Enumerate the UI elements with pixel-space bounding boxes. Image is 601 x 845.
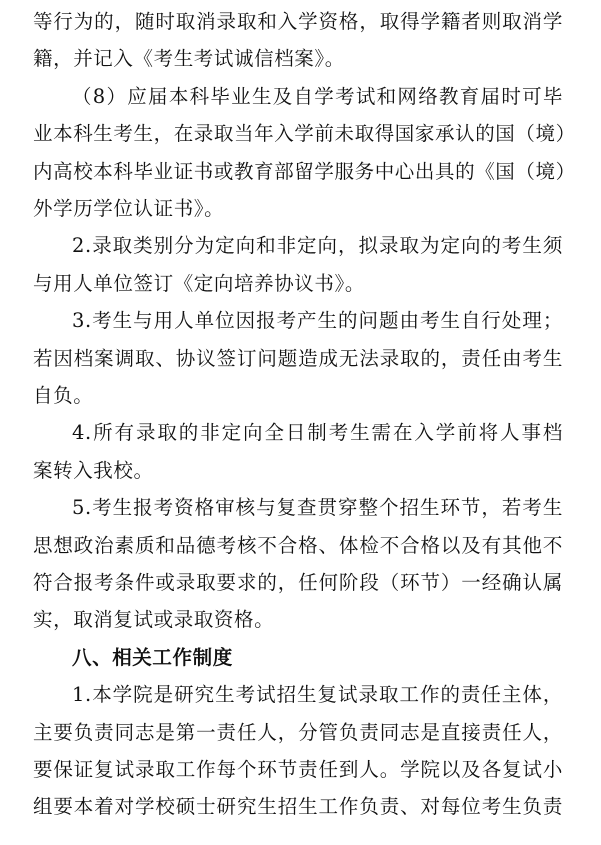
text-line: 等行为的，随时取消录取和入学资格，取得学籍者则取消学 [33,10,563,33]
text-line: 与用人单位签订《定向培养协议书》。 [33,271,365,295]
text-line: 3.考生与用人单位因报考产生的问题由考生自行处理； [72,309,563,333]
text-line: 思想政治素质和品德考核不合格、体检不合格以及有其他不 [33,533,563,557]
text-line: 内高校本科毕业证书或教育部留学服务中心出具的《国（境） [33,159,576,183]
text-line: 主要负责同志是第一责任人，分管负责同志是直接责任人， [33,720,563,744]
text-line: 外学历学位认证书》。 [33,197,225,220]
text-line: 案转入我校。 [33,458,154,482]
text-line: 业本科生考生，在录取当年入学前未取得国家承认的国（境） [33,122,576,146]
text-line: 4.所有录取的非定向全日制考生需在入学前将人事档 [72,421,563,445]
text-line: 要保证复试录取工作每个环节责任到人。学院以及各复试小 [33,758,563,781]
text-line: 籍，并记入《考生考试诚信档案》。 [33,47,345,71]
text-line: 1.本学院是研究生考试招生复试录取工作的责任主体， [72,683,563,707]
text-line: 5.考生报考资格审核与复查贯穿整个招生环节，若考生 [72,496,563,520]
text-line: 组要本着对学校硕士研究生招生工作负责、对每位考生负责 [33,795,563,819]
text-line: 符合报考条件或录取要求的，任何阶段（环节）一经确认属 [33,571,563,594]
text-line: 若因档案调取、协议签订问题造成无法录取的，责任由考生 [33,346,563,370]
text-line: 自负。 [33,384,94,407]
text-line: 2.录取类别分为定向和非定向，拟录取为定向的考生须 [72,234,563,258]
text-line: 实，取消复试或录取资格。 [33,608,275,632]
text-line: （8）应届本科毕业生及自学考试和网络教育届时可毕 [72,84,563,108]
section-heading: 八、相关工作制度 [72,645,233,669]
